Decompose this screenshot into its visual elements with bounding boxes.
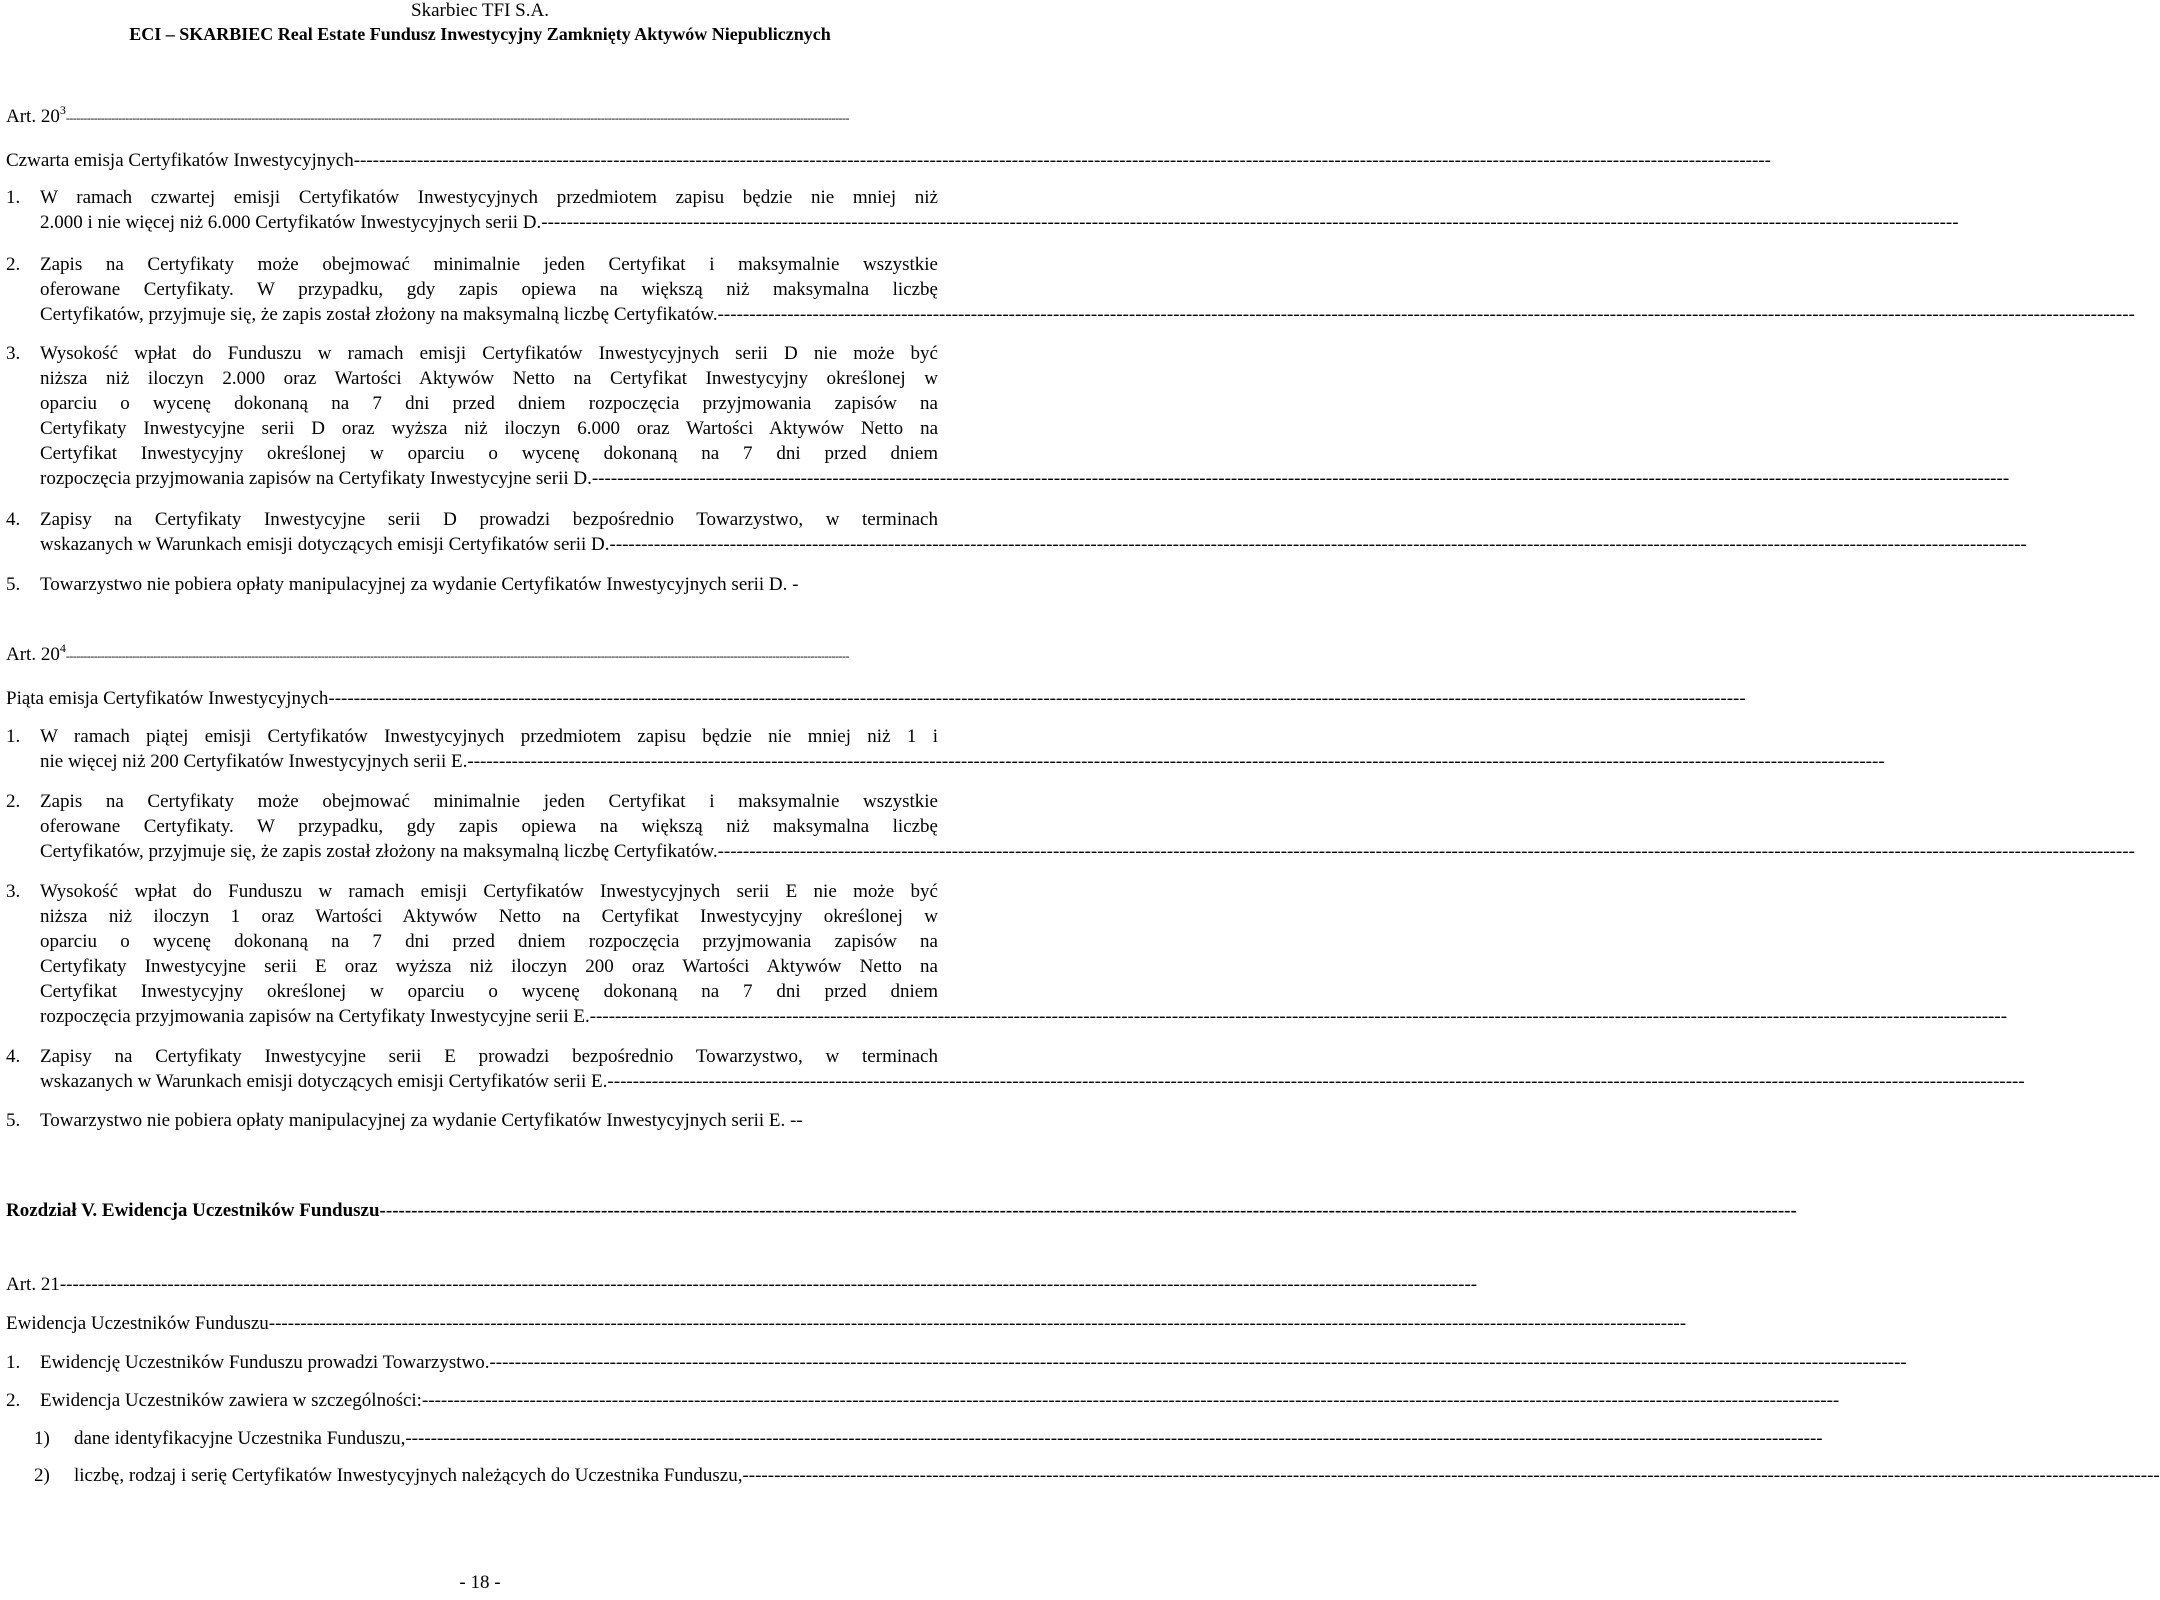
list-number: 1. [6, 726, 21, 747]
paragraph-line: W ramach piątej emisji Certyfikatów Inwestycyjnych przedmiotem zapisu będzie nie mniej niż 1 i [40, 726, 938, 747]
paragraph-line: Ewidencja Uczestników zawiera w szczególności: -------------------------------------------------------------------------------------------------------------------------------------------------------------------------------------------------------------------------------- [40, 1390, 1840, 1411]
paragraph-line: nie więcej niż 200 Certyfikatów Inwestycyjnych serii E. -------------------------------------------------------------------------------------------------------------------------------------------------------------------------------------------------------------------------------- [40, 751, 1885, 772]
paragraph-line: oparciu o wycenę dokonaną na 7 dni przed dniem rozpoczęcia przyjmowania zapisów na [40, 393, 938, 414]
paragraph-line: wskazanych w Warunkach emisji dotyczących emisji Certyfikatów serii E. -------------------------------------------------------------------------------------------------------------------------------------------------------------------------------------------------------------------------------- [40, 1071, 2025, 1092]
paragraph-line: Zapis na Certyfikaty może obejmować minimalnie jeden Certyfikat i maksymalnie wszystkie [40, 791, 938, 812]
list-number: 1. [6, 1352, 21, 1373]
fund-name: ECI – SKARBIEC Real Estate Fundusz Inwestycyjny Zamknięty Aktywów Niepublicznych [129, 24, 831, 44]
list-number: 5. [6, 1110, 21, 1131]
chapter-title: Rozdział V. Ewidencja Uczestników Funduszu -------------------------------------------------------------------------------------------------------------------------------------------------------------------------------------------------------------------------------- [6, 1200, 1797, 1221]
paragraph-line: Wysokość wpłat do Funduszu w ramach emisji Certyfikatów Inwestycyjnych serii E nie może być [40, 881, 938, 902]
paragraph-line: dane identyfikacyjne Uczestnika Funduszu, -------------------------------------------------------------------------------------------------------------------------------------------------------------------------------------------------------------------------------- [74, 1428, 1823, 1449]
list-number: 1) [34, 1428, 50, 1449]
paragraph-line: wskazanych w Warunkach emisji dotyczących emisji Certyfikatów serii D. -------------------------------------------------------------------------------------------------------------------------------------------------------------------------------------------------------------------------------- [40, 534, 2027, 555]
art-21-title: Ewidencja Uczestników Funduszu -------------------------------------------------------------------------------------------------------------------------------------------------------------------------------------------------------------------------------- [6, 1313, 1687, 1334]
list-number: 5. [6, 574, 21, 595]
art-20-3-heading: Art. $20^3$ -------------------------------------------------------------------------------------------------------------------------------------------------------------------------------------------------------------------------------- [6, 103, 849, 127]
paragraph-line: oparciu o wycenę dokonaną na 7 dni przed dniem rozpoczęcia przyjmowania zapisów na [40, 931, 938, 952]
paragraph-line: Certyfikatów, przyjmuje się, że zapis został złożony na maksymalną liczbę Certyfikatów. -------------------------------------------------------------------------------------------------------------------------------------------------------------------------------------------------------------------------------- [40, 304, 2135, 325]
list-number: 3. [6, 881, 21, 902]
paragraph-line: Certyfikat Inwestycyjny określonej w oparciu o wycenę dokonaną na 7 dni przed dniem [40, 443, 938, 464]
list-number: 2. [6, 1390, 21, 1411]
art-20-4-title: Piąta emisja Certyfikatów Inwestycyjnych -------------------------------------------------------------------------------------------------------------------------------------------------------------------------------------------------------------------------------- [6, 688, 1746, 709]
paragraph-line: oferowane Certyfikaty. W przypadku, gdy zapis opiewa na większą niż maksymalna liczbę [40, 816, 938, 837]
paragraph-line: niższa niż iloczyn 2.000 oraz Wartości Aktywów Netto na Certyfikat Inwestycyjny określonej w [40, 368, 938, 389]
paragraph-line: Towarzystwo nie pobiera opłaty manipulacyjnej za wydanie Certyfikatów Inwestycyjnych serii E. -- [40, 1110, 803, 1131]
paragraph-line: Certyfikaty Inwestycyjne serii D oraz wyższa niż iloczyn 6.000 oraz Wartości Aktywów Netto na [40, 418, 938, 439]
paragraph-line: W ramach czwartej emisji Certyfikatów Inwestycyjnych przedmiotem zapisu będzie nie mniej niż [40, 187, 938, 208]
paragraph-line: rozpoczęcia przyjmowania zapisów na Certyfikaty Inwestycyjne serii D. -------------------------------------------------------------------------------------------------------------------------------------------------------------------------------------------------------------------------------- [40, 468, 2010, 489]
paragraph-line: liczbę, rodzaj i serię Certyfikatów Inwestycyjnych należących do Uczestnika Funduszu, -------------------------------------------------------------------------------------------------------------------------------------------------------------------------------------------------------------------------------- [74, 1465, 2160, 1486]
paragraph-line: Zapis na Certyfikaty może obejmować minimalnie jeden Certyfikat i maksymalnie wszystkie [40, 254, 938, 275]
list-number: 2. [6, 791, 21, 812]
art-20-3-title: Czwarta emisja Certyfikatów Inwestycyjnych -------------------------------------------------------------------------------------------------------------------------------------------------------------------------------------------------------------------------------- [6, 150, 1771, 171]
paragraph-line: Towarzystwo nie pobiera opłaty manipulacyjnej za wydanie Certyfikatów Inwestycyjnych serii D. - [40, 574, 799, 595]
paragraph-line: rozpoczęcia przyjmowania zapisów na Certyfikaty Inwestycyjne serii E. -------------------------------------------------------------------------------------------------------------------------------------------------------------------------------------------------------------------------------- [40, 1006, 2008, 1027]
paragraph-line: 2.000 i nie więcej niż 6.000 Certyfikatów Inwestycyjnych serii D. -------------------------------------------------------------------------------------------------------------------------------------------------------------------------------------------------------------------------------- [40, 212, 1959, 233]
list-number: 4. [6, 1046, 21, 1067]
company-name: Skarbiec TFI S.A. [411, 0, 549, 21]
paragraph-line: niższa niż iloczyn 1 oraz Wartości Aktywów Netto na Certyfikat Inwestycyjny określonej w [40, 906, 938, 927]
art-20-4-heading: Art. $20^4$ -------------------------------------------------------------------------------------------------------------------------------------------------------------------------------------------------------------------------------- [6, 641, 849, 665]
list-number: 4. [6, 509, 21, 530]
art-21-heading: Art. 21 -------------------------------------------------------------------------------------------------------------------------------------------------------------------------------------------------------------------------------- [6, 1274, 1478, 1295]
list-number: 2. [6, 254, 21, 275]
paragraph-line: Certyfikaty Inwestycyjne serii E oraz wyższa niż iloczyn 200 oraz Wartości Aktywów Netto na [40, 956, 938, 977]
paragraph-line: Zapisy na Certyfikaty Inwestycyjne serii D prowadzi bezpośrednio Towarzystwo, w terminach [40, 509, 938, 530]
paragraph-line: Ewidencję Uczestników Funduszu prowadzi Towarzystwo. -------------------------------------------------------------------------------------------------------------------------------------------------------------------------------------------------------------------------------- [40, 1352, 1907, 1373]
list-number: 1. [6, 187, 21, 208]
paragraph-line: oferowane Certyfikaty. W przypadku, gdy zapis opiewa na większą niż maksymalna liczbę [40, 279, 938, 300]
paragraph-line: Wysokość wpłat do Funduszu w ramach emisji Certyfikatów Inwestycyjnych serii D nie może być [40, 343, 938, 364]
list-number: 3. [6, 343, 21, 364]
paragraph-line: Zapisy na Certyfikaty Inwestycyjne serii E prowadzi bezpośrednio Towarzystwo, w terminach [40, 1046, 938, 1067]
paragraph-line: Certyfikatów, przyjmuje się, że zapis został złożony na maksymalną liczbę Certyfikatów. -------------------------------------------------------------------------------------------------------------------------------------------------------------------------------------------------------------------------------- [40, 841, 2135, 862]
page-number: - 18 - [459, 1572, 501, 1593]
paragraph-line: Certyfikat Inwestycyjny określonej w oparciu o wycenę dokonaną na 7 dni przed dniem [40, 981, 938, 1002]
list-number: 2) [34, 1465, 50, 1486]
